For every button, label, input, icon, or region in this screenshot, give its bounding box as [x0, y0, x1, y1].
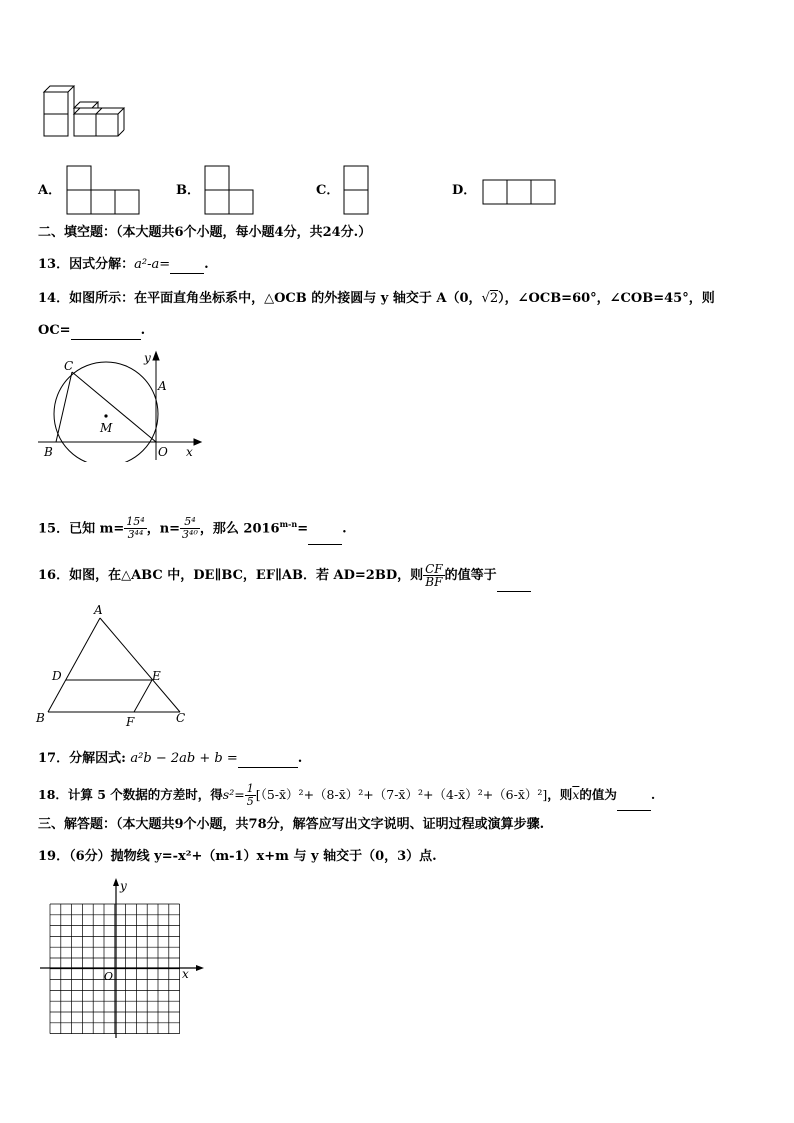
cube-stack-figure — [40, 82, 130, 148]
q16-label-c: C — [176, 711, 186, 725]
q18-end: . — [650, 787, 656, 802]
q16-label-a: A — [94, 603, 103, 617]
q14-answer-blank[interactable] — [71, 325, 141, 340]
option-d-figure — [482, 179, 558, 206]
q18-answer-blank[interactable] — [617, 796, 651, 811]
option-c-figure — [343, 165, 371, 215]
q16-frac-den: BF — [425, 575, 443, 589]
q15-m-fraction — [124, 516, 146, 541]
q15-equals: = — [297, 521, 309, 537]
q19-coordinate-grid — [36, 876, 208, 1042]
q18-fraction — [245, 783, 256, 808]
q15-mid: ，n= — [146, 521, 181, 537]
q14-label-o: O — [158, 445, 168, 459]
option-a-figure — [66, 165, 142, 215]
q16-label-d: D — [52, 669, 62, 683]
q13 — [38, 256, 209, 274]
q13-text: 因式分解： — [69, 257, 135, 272]
q18-frac-num: 1 — [246, 782, 254, 795]
q14-label-a: A — [158, 379, 167, 393]
q17-expr: a²b − 2ab + b = — [130, 751, 238, 766]
q16 — [38, 560, 531, 592]
q14-label-x: x — [186, 445, 193, 459]
q15-m-den: 3⁴⁴ — [127, 528, 144, 542]
q14-line2 — [38, 322, 145, 340]
q18-suffix: 的值为 — [579, 787, 617, 802]
q18-frac-den: 5 — [246, 795, 254, 808]
q18-then: ，则 — [547, 787, 573, 802]
q14-text-b: ），∠OCB=60°，∠COB=45°，则 — [498, 291, 715, 306]
section2-header: 二、填空题：（本大题共6个小题，每小题4分，共24分.） — [38, 225, 372, 240]
q15-suffix: ，那么 2016 — [199, 521, 280, 537]
q14-circle-figure — [36, 350, 206, 462]
q14-label-m: M — [100, 421, 113, 435]
q14-label-b: B — [44, 445, 53, 459]
q19-origin-label: O — [104, 970, 114, 983]
q19-axis-y-label: y — [120, 879, 127, 893]
q18-prefix: 18．计算 5 个数据的方差时，得 — [38, 787, 223, 802]
q13-answer-blank[interactable] — [170, 259, 204, 274]
q15-answer-blank[interactable] — [308, 530, 342, 545]
q16-label-f: F — [126, 715, 135, 729]
option-a-label: A． — [38, 183, 62, 198]
q13-number: 13． — [38, 257, 70, 272]
q16-triangle-figure — [34, 600, 194, 730]
q16-answer-blank[interactable] — [497, 577, 531, 592]
option-c-label: C． — [316, 183, 340, 198]
q17-end: . — [297, 751, 303, 766]
q14-label-c: C — [64, 359, 74, 373]
q15-m-num: 15⁴ — [126, 515, 145, 529]
q19-text: 19．（6分）抛物线 y=-x²+（m-1）x+m 与 y 轴交于（0，3）点. — [38, 849, 437, 864]
q16-suffix: 的值等于 — [444, 568, 497, 583]
q13-tail: . — [204, 257, 209, 272]
q14-text-a: 14．如图所示：在平面直角坐标系中，△OCB 的外接圆与 y 轴交于 A（0， — [38, 291, 482, 306]
q14-period: . — [140, 323, 146, 338]
option-b-figure — [204, 165, 256, 215]
q15-n-fraction — [180, 516, 200, 541]
q14-line1 — [38, 290, 715, 308]
q13-expr: a²-a= — [134, 257, 171, 272]
q15-end: . — [342, 521, 347, 537]
option-d-label: D． — [452, 183, 477, 198]
q15-exponent: m-n — [279, 519, 298, 529]
q16-frac-num: CF — [425, 562, 443, 576]
q18 — [38, 779, 655, 811]
q16-fraction — [423, 563, 445, 588]
sqrt-icon: √2 — [481, 291, 499, 306]
q16-label-e: E — [152, 669, 161, 683]
option-b-label: B． — [176, 183, 200, 198]
q18-xbar: $\overline{x}$ — [572, 787, 580, 802]
q17-prefix: 17．分解因式: — [38, 751, 126, 766]
q15 — [38, 508, 347, 545]
q18-body: [（5-x̄）²+（8-x̄）²+（7-x̄）²+（4-x̄）²+（6-x̄）²] — [255, 787, 548, 802]
q17 — [38, 750, 302, 768]
q19-axis-x-label: x — [182, 967, 189, 981]
q15-n-num: 5⁴ — [180, 516, 200, 529]
q16-label-b: B — [36, 711, 45, 725]
q17-answer-blank[interactable] — [238, 753, 298, 768]
q14-sqrt-value: 2 — [489, 291, 499, 306]
section3-header: 三、解答题：（本大题共9个小题，共78分，解答应写出文字说明、证明过程或演算步骤. — [38, 817, 545, 832]
q14-oc-label: OC= — [38, 323, 71, 338]
q15-prefix: 15．已知 m= — [38, 521, 125, 537]
q16-prefix: 16．如图，在△ABC 中，DE∥BC，EF∥AB．若 AD=2BD，则 — [38, 568, 424, 583]
q18-s2: s²= — [222, 787, 245, 802]
q15-n-den: 3⁴⁰ — [182, 528, 198, 542]
q14-label-y: y — [144, 351, 151, 365]
